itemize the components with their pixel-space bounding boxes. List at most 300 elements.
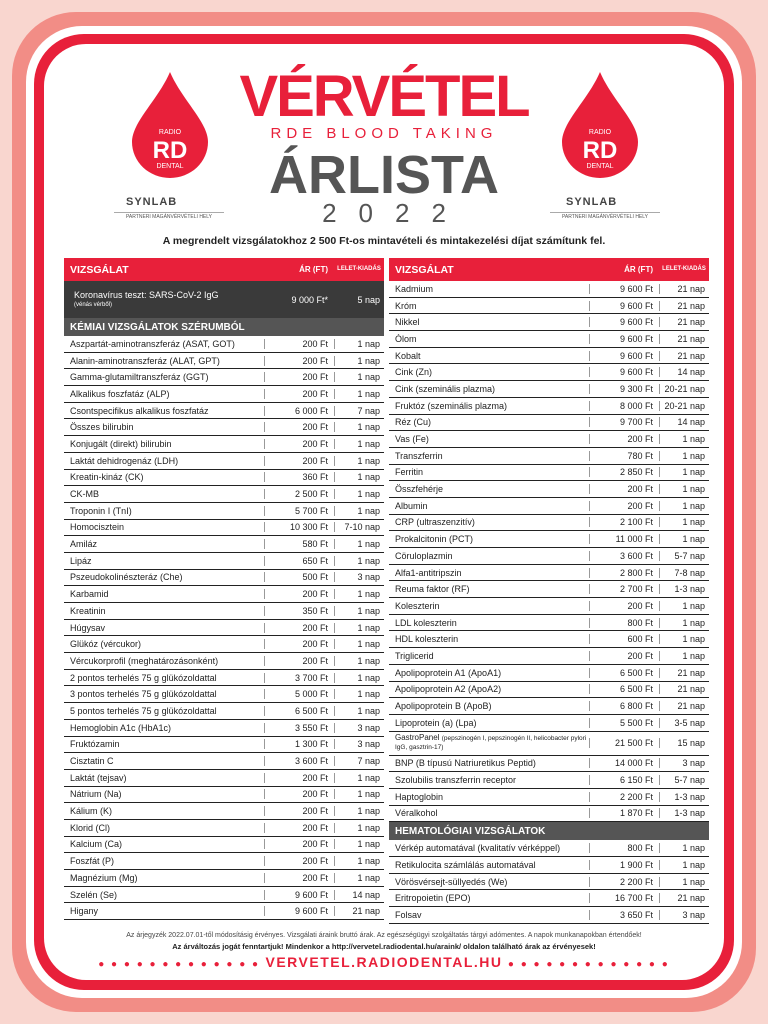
result-time: 20-21 nap (659, 401, 709, 411)
result-time: 20-21 nap (659, 384, 709, 394)
test-price: 5 700 Ft (264, 506, 334, 516)
result-time: 1 nap (659, 651, 709, 661)
test-name: CRP (ultraszenzitív) (395, 517, 475, 528)
test-price: 1 300 Ft (264, 739, 334, 749)
table-row (64, 820, 384, 837)
result-time: 1 nap (659, 618, 709, 628)
result-time: 14 nap (659, 367, 709, 377)
table-row (389, 907, 709, 924)
table-row (389, 698, 709, 715)
test-name: Cisztatin C (70, 756, 114, 767)
table-row (389, 598, 709, 615)
table-row (64, 570, 384, 587)
table-row (64, 670, 384, 687)
synlab-logo-right: SYNLAB (566, 196, 618, 208)
result-time: 1 nap (334, 839, 384, 849)
test-name: Retikulocita számlálás automatával (395, 859, 536, 870)
test-price: 6 500 Ft (589, 684, 659, 694)
table-row (389, 515, 709, 532)
test-name: Konjugált (direkt) bilirubin (70, 438, 172, 449)
result-time: 3 nap (334, 739, 384, 749)
table-row (389, 548, 709, 565)
test-price: 9 600 Ft (264, 890, 334, 900)
table-row (64, 737, 384, 754)
logo-rd-text: RD (582, 137, 618, 164)
result-time: 3 nap (659, 910, 709, 920)
test-price: 200 Ft (264, 839, 334, 849)
result-time: 1 nap (334, 556, 384, 566)
test-name: Apolipoprotein B (ApoB) (395, 701, 492, 712)
table-row (64, 837, 384, 854)
test-price: 2 200 Ft (589, 792, 659, 802)
test-name: Vérkép automatával (kvalitatív vérképpel) (395, 843, 561, 854)
test-price: 9 600 Ft (589, 367, 659, 377)
test-name: Cink (szeminális plazma) (395, 383, 496, 394)
section-chemistry: KÉMIAI VIZSGÁLATOK SZÉRUMBÓL (64, 318, 384, 336)
result-time: 1 nap (334, 806, 384, 816)
test-price: 800 Ft (589, 843, 659, 853)
partner-label-left: PARTNERI MAGÁNVÉRVÉTELI HELY (114, 212, 224, 220)
result-time: 1 nap (659, 843, 709, 853)
test-price: 200 Ft (589, 651, 659, 661)
result-time: 1 nap (334, 356, 384, 366)
table-row (389, 874, 709, 891)
test-name: Réz (Cu) (395, 417, 432, 428)
test-price: 6 500 Ft (264, 706, 334, 716)
result-time: 1 nap (659, 484, 709, 494)
footer-url[interactable] (60, 954, 708, 970)
test-price: 16 700 Ft (589, 893, 659, 903)
test-price: 200 Ft (589, 434, 659, 444)
test-price: 200 Ft (264, 356, 334, 366)
test-price: 8 000 Ft (589, 401, 659, 411)
table-row (389, 565, 709, 582)
test-price: 9 600 Ft (589, 317, 659, 327)
result-time: 1 nap (659, 517, 709, 527)
year-label: 2022 (322, 198, 468, 228)
test-name: 2 pontos terhelés 75 g glükózoldattal (70, 672, 217, 683)
test-name: Alkalikus foszfatáz (ALP) (70, 388, 170, 399)
test-name: Nátrium (Na) (70, 789, 122, 800)
test-name: Kalcium (Ca) (70, 839, 123, 850)
table-row (64, 887, 384, 904)
result-time: 7 nap (334, 756, 384, 766)
table-row (64, 336, 384, 353)
test-price: 9 600 Ft (589, 284, 659, 294)
test-name: Összes bilirubin (70, 422, 134, 433)
test-name: Apolipoprotein A1 (ApoA1) (395, 667, 502, 678)
test-price: 1 870 Ft (589, 808, 659, 818)
table-row (389, 890, 709, 907)
test-name: Alanin-aminotranszferáz (ALAT, GPT) (70, 355, 220, 366)
test-price: 6 150 Ft (589, 775, 659, 785)
test-price: 5 000 Ft (264, 689, 334, 699)
result-time: 1 nap (334, 656, 384, 666)
result-time: 3 nap (334, 572, 384, 582)
table-row (389, 348, 709, 365)
test-name: Apolipoprotein A2 (ApoA2) (395, 684, 502, 695)
test-price: 9 600 Ft (589, 334, 659, 344)
result-time: 21 nap (659, 893, 709, 903)
left-row-list (64, 336, 384, 920)
result-time: 1 nap (334, 823, 384, 833)
test-price: 2 100 Ft (589, 517, 659, 527)
result-time: 14 nap (659, 417, 709, 427)
result-time: 21 nap (659, 351, 709, 361)
right-row-list-2 (389, 756, 709, 823)
test-price: 5 500 Ft (589, 718, 659, 728)
table-row (389, 481, 709, 498)
result-time: 5-7 nap (659, 775, 709, 785)
header-test: VIZSGÁLAT (395, 263, 454, 276)
test-name: Magnézium (Mg) (70, 872, 138, 883)
main-title: VÉRVÉTEL (239, 64, 529, 129)
table-row (389, 789, 709, 806)
blood-drop-logo-left (130, 70, 210, 180)
test-name: Aszpartát-aminotranszferáz (ASAT, GOT) (70, 338, 235, 349)
result-time: 21 nap (334, 906, 384, 916)
table-row (389, 331, 709, 348)
price-table-left (64, 258, 384, 920)
result-time: 1 nap (659, 601, 709, 611)
table-row (64, 353, 384, 370)
table-row (64, 770, 384, 787)
result-time: 21 nap (659, 684, 709, 694)
table-row (64, 803, 384, 820)
blood-drop-logo-right (560, 70, 640, 180)
test-price: 200 Ft (264, 873, 334, 883)
result-time: 7-8 nap (659, 568, 709, 578)
test-price: 650 Ft (264, 556, 334, 566)
gastro-time: 15 nap (659, 738, 709, 748)
test-price: 200 Ft (264, 623, 334, 633)
test-name: Folsav (395, 909, 422, 920)
header-price: ÁR (FT) (299, 265, 328, 274)
result-time: 1 nap (659, 877, 709, 887)
result-time: 1-3 nap (659, 584, 709, 594)
test-name: Albumin (395, 500, 428, 511)
header-price: ÁR (FT) (624, 265, 653, 274)
table-row (64, 503, 384, 520)
test-name: Reuma faktor (RF) (395, 584, 470, 595)
table-row (64, 553, 384, 570)
test-price: 2 200 Ft (589, 877, 659, 887)
result-time: 7 nap (334, 406, 384, 416)
result-time: 1 nap (334, 589, 384, 599)
test-price: 200 Ft (589, 484, 659, 494)
test-price: 200 Ft (264, 422, 334, 432)
result-time: 1 nap (334, 856, 384, 866)
logo-dental-text: DENTAL (586, 163, 614, 170)
table-row (389, 364, 709, 381)
test-price: 360 Ft (264, 472, 334, 482)
test-name: Kreatin-kináz (CK) (70, 472, 144, 483)
table-row (389, 806, 709, 823)
test-name: HDL koleszterin (395, 634, 459, 645)
header-result-time: LELET-KIADÁS (662, 266, 706, 272)
result-time: 1-3 nap (659, 792, 709, 802)
test-name: LDL koleszterin (395, 617, 457, 628)
logo-rd-text: RD (152, 137, 188, 164)
test-name: Transzferrin (395, 450, 443, 461)
result-time: 1 nap (334, 873, 384, 883)
covid-test-row (64, 281, 384, 318)
test-name: Homocisztein (70, 522, 125, 533)
test-price: 200 Ft (264, 823, 334, 833)
result-time: 21 nap (659, 668, 709, 678)
table-row (64, 686, 384, 703)
test-price: 3 600 Ft (589, 551, 659, 561)
table-row (389, 415, 709, 432)
table-row (64, 520, 384, 537)
logo-radio-text: RADIO (588, 129, 612, 136)
price-table-right (389, 258, 709, 924)
table-row (389, 581, 709, 598)
test-price: 200 Ft (264, 656, 334, 666)
gastro-name: GastroPanel (395, 734, 440, 743)
dots-left: ● ● ● ● ● ● ● ● ● ● ● ● ● (98, 959, 261, 970)
test-price: 200 Ft (264, 789, 334, 799)
table-row (64, 753, 384, 770)
footer-price-change-note: Az árváltozás jogát fenntartjuk! Mindenkor a http://vervetel.radiodental.hu/araink/ oldalon található árak az érvényesek! (172, 942, 596, 951)
test-name: Higany (70, 906, 99, 917)
result-time: 1 nap (334, 339, 384, 349)
test-name: Fruktózamin (70, 739, 120, 750)
table-row (389, 465, 709, 482)
table-row (389, 715, 709, 732)
result-time: 1 nap (334, 489, 384, 499)
test-name: Fruktóz (szeminális plazma) (395, 400, 508, 411)
test-price: 6 000 Ft (264, 406, 334, 416)
main-subtitle: RDE BLOOD TAKING (270, 125, 498, 142)
test-price: 2 500 Ft (264, 489, 334, 499)
test-name: Csontspecifikus alkalikus foszfatáz (70, 405, 209, 416)
test-name: Kreatinin (70, 605, 106, 616)
test-price: 2 700 Ft (589, 584, 659, 594)
table-row (64, 703, 384, 720)
result-time: 1 nap (659, 534, 709, 544)
table-row (389, 682, 709, 699)
covid-test-note: (vénás vérből) (74, 301, 113, 308)
test-name: Haptoglobin (395, 791, 444, 802)
test-price: 200 Ft (264, 439, 334, 449)
table-row (64, 419, 384, 436)
table-row (64, 870, 384, 887)
result-time: 21 nap (659, 301, 709, 311)
table-row (389, 840, 709, 857)
result-time: 1 nap (659, 860, 709, 870)
test-price: 500 Ft (264, 572, 334, 582)
result-time: 21 nap (659, 701, 709, 711)
result-time: 1 nap (334, 673, 384, 683)
test-name: Prokalcitonin (PCT) (395, 534, 474, 545)
test-price: 350 Ft (264, 606, 334, 616)
test-name: Laktát (tejsav) (70, 772, 127, 783)
test-name: Troponin I (TnI) (70, 505, 132, 516)
test-price: 3 650 Ft (589, 910, 659, 920)
test-price: 9 600 Ft (589, 301, 659, 311)
test-price: 200 Ft (264, 389, 334, 399)
test-price: 9 600 Ft (264, 906, 334, 916)
test-name: Szolubilis transzferrin receptor (395, 775, 517, 786)
synlab-logo-left: SYNLAB (126, 196, 178, 208)
result-time: 1 nap (659, 467, 709, 477)
test-name: Összfehérje (395, 484, 444, 495)
test-name: 5 pontos terhelés 75 g glükózoldattal (70, 705, 217, 716)
gastro-price: 21 500 Ft (589, 738, 659, 748)
test-price: 9 700 Ft (589, 417, 659, 427)
result-time: 1 nap (334, 422, 384, 432)
table-row (389, 648, 709, 665)
test-price: 580 Ft (264, 539, 334, 549)
test-price: 200 Ft (264, 456, 334, 466)
test-price: 6 800 Ft (589, 701, 659, 711)
test-price: 10 300 Ft (264, 522, 334, 532)
result-time: 1 nap (334, 773, 384, 783)
table-row (64, 586, 384, 603)
result-time: 7-10 nap (334, 522, 384, 532)
test-name: Eritropoietin (EPO) (395, 893, 471, 904)
result-time: 1 nap (334, 456, 384, 466)
result-time: 1 nap (334, 639, 384, 649)
test-price: 200 Ft (264, 589, 334, 599)
table-row (64, 536, 384, 553)
test-name: Szelén (Se) (70, 889, 118, 900)
test-name: Lipáz (70, 555, 92, 566)
website-link[interactable]: VERVETEL.RADIODENTAL.HU (265, 954, 503, 970)
test-price: 9 300 Ft (589, 384, 659, 394)
test-name: Kobalt (395, 350, 421, 361)
header-result-time: LELET-KIADÁS (337, 266, 381, 272)
test-name: Koleszterin (395, 600, 440, 611)
table-row (389, 615, 709, 632)
result-time: 1 nap (334, 606, 384, 616)
table-row (389, 281, 709, 298)
result-time: 1 nap (659, 634, 709, 644)
gastro-detail: (pepszinogén I, pepszinogén II, helicobacter pylori IgG, gasztrin-17) (395, 735, 587, 752)
table-row (389, 448, 709, 465)
table-row (389, 431, 709, 448)
result-time: 1 nap (659, 501, 709, 511)
table-row (64, 403, 384, 420)
logo-radio-text: RADIO (158, 129, 182, 136)
hematology-row-list (389, 840, 709, 923)
table-row (389, 665, 709, 682)
test-name: Vas (Fe) (395, 434, 429, 445)
table-row (389, 381, 709, 398)
table-header (64, 258, 384, 281)
section-hematology: HEMATOLÓGIAI VIZSGÁLATOK (389, 822, 709, 840)
test-price: 200 Ft (264, 639, 334, 649)
test-name: Hemoglobin A1c (HbA1c) (70, 722, 172, 733)
table-row (64, 636, 384, 653)
table-row (64, 620, 384, 637)
table-row (389, 631, 709, 648)
test-name: Kálium (K) (70, 806, 113, 817)
test-price: 3 550 Ft (264, 723, 334, 733)
result-time: 1 nap (334, 389, 384, 399)
test-price: 800 Ft (589, 618, 659, 628)
header-test: VIZSGÁLAT (70, 263, 129, 276)
result-time: 1 nap (334, 439, 384, 449)
table-row (64, 787, 384, 804)
test-name: Foszfát (P) (70, 856, 115, 867)
covid-test-price: 9 000 Ft* (291, 294, 328, 305)
test-name: Glükóz (vércukor) (70, 639, 142, 650)
sampling-fee-notice: A megrendelt vizsgálatokhoz 2 500 Ft-os mintavételi és mintakezelési díjat számítunk fel. (162, 235, 606, 247)
test-price: 14 000 Ft (589, 758, 659, 768)
result-time: 3 nap (334, 723, 384, 733)
table-row (64, 470, 384, 487)
test-name: Karbamid (70, 589, 109, 600)
result-time: 1 nap (659, 451, 709, 461)
table-row (64, 436, 384, 453)
test-name: Gamma-glutamiltranszferáz (GGT) (70, 372, 209, 383)
price-list-heading: ÁRLISTA (269, 145, 499, 205)
test-price: 6 500 Ft (589, 668, 659, 678)
test-name: Kadmium (395, 283, 434, 294)
dots-right: ● ● ● ● ● ● ● ● ● ● ● ● ● (507, 959, 670, 970)
test-price: 200 Ft (264, 773, 334, 783)
footer-validity-note: Az árjegyzék 2022.07.01-től módosításig érvényes. Vizsgálati áraink bruttó árak. Az egészségügyi szolgáltatás tárgyi adómentes. A napok munkanapokban értendőek! (126, 932, 642, 939)
test-name: Húgysav (70, 622, 106, 633)
result-time: 1 nap (334, 789, 384, 799)
test-price: 3 700 Ft (264, 673, 334, 683)
test-name: Klorid (Cl) (70, 822, 111, 833)
table-row (389, 314, 709, 331)
result-time: 1 nap (334, 372, 384, 382)
table-row (64, 486, 384, 503)
test-name: Cöruloplazmin (395, 550, 453, 561)
result-time: 21 nap (659, 284, 709, 294)
test-price: 11 000 Ft (589, 534, 659, 544)
test-price: 200 Ft (264, 339, 334, 349)
table-row (389, 772, 709, 789)
test-price: 1 900 Ft (589, 860, 659, 870)
partner-label-right: PARTNERI MAGÁNVÉRVÉTELI HELY (550, 212, 660, 220)
result-time: 1 nap (334, 689, 384, 699)
table-row (64, 653, 384, 670)
test-name: Véralkohol (395, 808, 438, 819)
table-row (64, 720, 384, 737)
test-price: 780 Ft (589, 451, 659, 461)
table-row (389, 756, 709, 773)
table-header (389, 258, 709, 281)
test-name: Amiláz (70, 539, 98, 550)
result-time: 3-5 nap (659, 718, 709, 728)
table-row-gastropanel (389, 732, 709, 756)
test-price: 600 Ft (589, 634, 659, 644)
test-name: Ferritin (395, 467, 424, 478)
logo-dental-text: DENTAL (156, 163, 184, 170)
result-time: 1 nap (334, 506, 384, 516)
right-row-list (389, 281, 709, 732)
test-name: Cink (Zn) (395, 367, 433, 378)
result-time: 1 nap (334, 472, 384, 482)
covid-test-name: Koronavírus teszt: SARS-CoV-2 IgG (74, 289, 219, 300)
test-name: Pszeudokolinészteráz (Che) (70, 572, 183, 583)
test-name: Alfa1-antitripszin (395, 567, 462, 578)
test-name: BNP (B típusú Natriuretikus Peptid) (395, 758, 536, 769)
test-price: 200 Ft (264, 806, 334, 816)
result-time: 21 nap (659, 334, 709, 344)
test-name: Lipoprotein (a) (Lpa) (395, 717, 477, 728)
table-row (64, 603, 384, 620)
test-price: 200 Ft (264, 856, 334, 866)
test-price: 2 800 Ft (589, 568, 659, 578)
test-name: Króm (395, 300, 417, 311)
test-price: 200 Ft (589, 601, 659, 611)
